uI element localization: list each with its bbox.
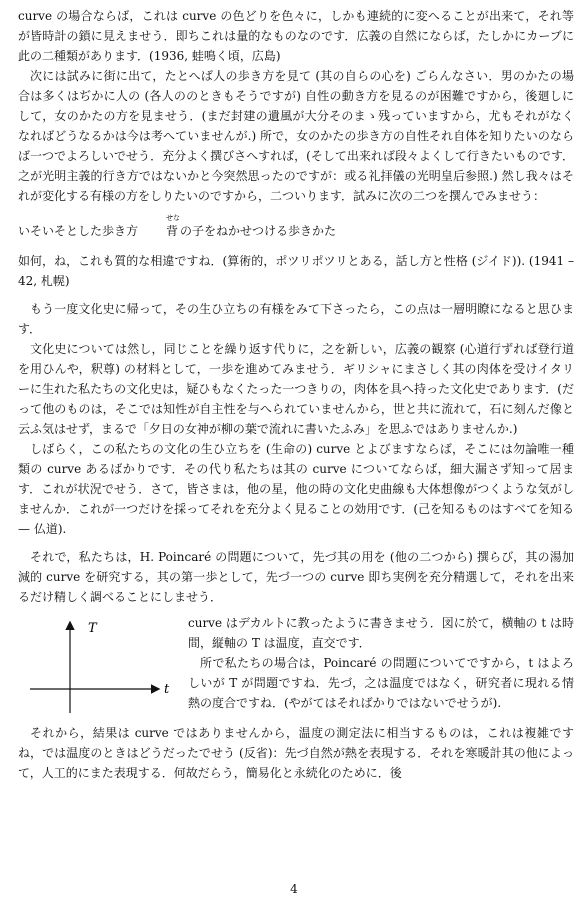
paragraph-walking: 次には試みに街に出て，たとへば人の歩き方を見て (其の自らの心を) ごらんなさい．男のかたの場合は多くはぢかに人の (各人ののときもそうですが) 自性の動き方を見るのが困難ですから，後廻しにして，女のかたの方を見ませう．(まだ封建の遺風が大分そのまゝ残っていますから，尤もそれがなくなればどうなるかは今は考へていませんが.) 所で，女のかたの歩き方の自性それ自体を知りたいのならば一つでよろしいでせう．充分よく撰びさへすれば，(そして出来れば段々よくして行きたいものです．之が光明主義的行き方ではないかと今突然思ったのですが：或る礼拝儀の光明皇后参照.) 然し我々はそれが変化する有様の方をしりたいのですから，二ついります．試みに次の二つを撰んでみませう： bbox=[18, 69, 574, 203]
page-body bbox=[18, 6, 574, 783]
example-2-ruby: せな bbox=[166, 214, 181, 222]
figure-text bbox=[188, 613, 574, 713]
example-2-rest: の子をねかせつける歩きかた bbox=[180, 224, 337, 238]
page-number: 4 bbox=[290, 882, 298, 896]
paragraph-descartes: curve はデカルトに教ったように書きませう．図に於て，横軸の t は時間，縦軸の T は温度，直交です． bbox=[188, 616, 574, 650]
paragraph-qualitative: 如何，ね，これも質的な相違ですね．(算術的，ポツリポツリとある，話し方と性格 (ジイド)). (1941 – 42, 札幌) bbox=[18, 254, 574, 288]
paragraph-curve-life: しばらく，この私たちの文化の生ひ立ちを (生命の) curve とよびますならば，そこには勿論唯一種類の curve あるばかりです．その代り私たちは其の curve についてならば，細大漏さず知って居ます．これが状況でせう．さて，皆さまは，他の星，他の時の文化史曲線も大体想像がつくような気がしませんか．これが一つだけを採ってそれを充分よく見ることの効用です．(己を知るものはすべてを知る — 仏道). bbox=[18, 442, 574, 536]
figure-section bbox=[18, 613, 574, 723]
example-1: いそいそとした歩き方 bbox=[18, 224, 139, 238]
y-axis-label: T bbox=[88, 621, 97, 636]
axes-figure bbox=[30, 613, 180, 723]
example-2-base: 背 bbox=[166, 224, 179, 238]
paragraph-curve-kinds: curve の場合ならば，これは curve の色どりを色々に，しかも連続的に変へることが出来て，それ等が皆時計の鎖に見えませう．即ちこれは量的なものなのです．広義の自然にならば，たしかにカーブに此の二種類があります．(1936, 蛙鳴く頃，広島) bbox=[18, 9, 574, 63]
paragraph-measurement: それから，結果は curve ではありませんから，温度の測定法に相当するものは，これは複雑ですね，では温度のときはどうだったでせう (反省)：先づ自然が熱を表現する．それを寒暖計其の他によって，人工的にまた表現する．何故だらう，簡易化と永続化のために．後 bbox=[18, 726, 574, 780]
example-2 bbox=[166, 214, 336, 241]
axes-diagram bbox=[30, 613, 180, 723]
walking-examples bbox=[18, 214, 574, 241]
paragraph-passion-degree: 所で私たちの場合は，Poincaré の問題についてですから，t はよろしいが T が問題ですね．先づ，之は温度ではなく，研究者に現れる情熱の度合ですね．(やがてはそればかりではないでせうが). bbox=[188, 656, 574, 710]
paragraph-poincare: それで，私たちは，H. Poincaré の問題について，先づ其の用を (他の二つから) 撰らび，其の湯加減的 curve を研究する，其の第一歩として，先づ一つの curve 即ち実例を充分精選して，それを出来るだけ精しく調べることにしませう． bbox=[18, 550, 574, 604]
paragraph-observation: 文化史については然し，同じことを繰り返す代りに，之を新しい，広義の観察 (心道行ずれば登行道を用ひんや，釈尊) の材料として，一歩を進めてみませう．ギリシャにまさしく其の肉体を受けイタリーに生れた私たちの文化史は，疑ひもなくたった一つきりの，肉体を具へ持った文化史であります．(だって他のものは，そこでは知性が自主性を与へられていませんから，世と共に流れて，石に刻んだ像と云ふ気はせず，まるで「夕日の女神が柳の葉で流れに書いたふみ」を思ふではありませんか.) bbox=[18, 342, 574, 436]
paragraph-culture-history: もう一度文化史に帰って，その生ひ立ちの有様をみて下さったら，この点は一層明瞭になると思ひます． bbox=[18, 302, 574, 336]
x-axis-label: t bbox=[164, 682, 170, 697]
